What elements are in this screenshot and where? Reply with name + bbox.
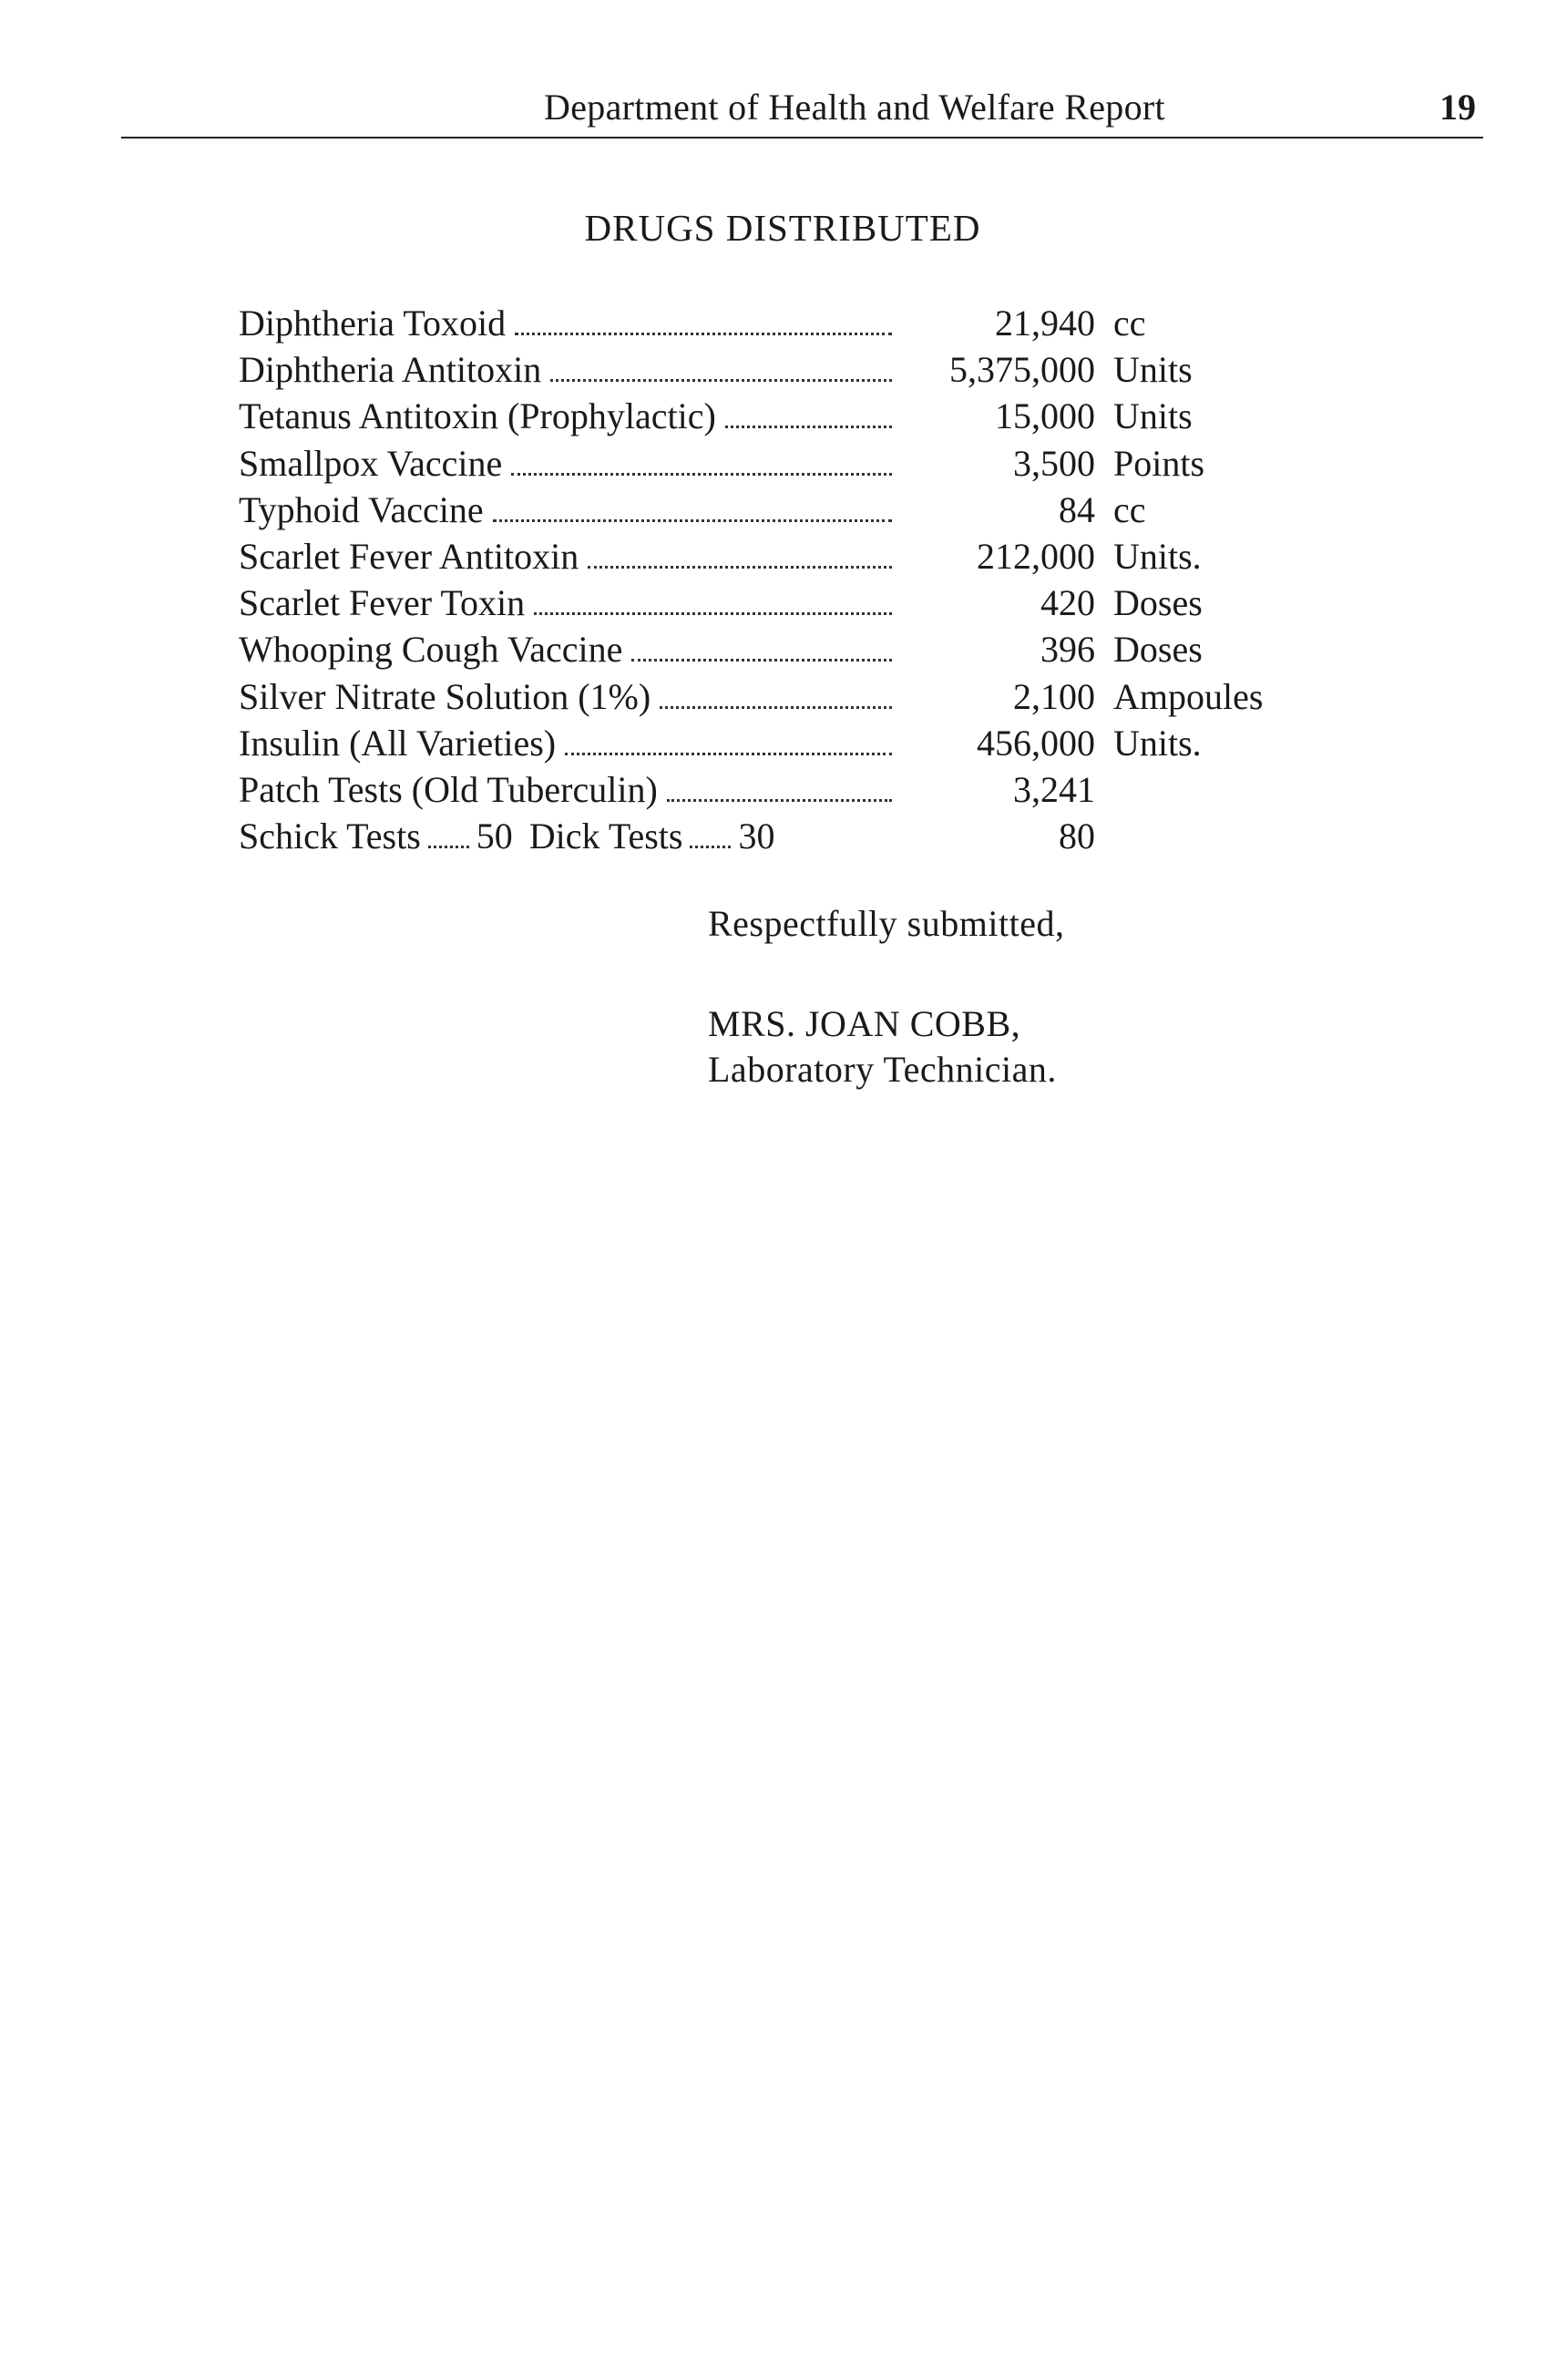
drug-name: Scarlet Fever Antitoxin [239,535,579,577]
drug-name: Smallpox Vaccine [239,442,503,484]
drug-amount: 21,940 [995,303,1095,344]
drug-amount: 212,000 [977,535,1095,577]
header-rule-left [121,137,340,138]
drug-unit: Units [1113,349,1193,391]
dot-leader [631,659,892,662]
drug-unit: cc [1113,303,1146,344]
dot-leader [493,519,892,522]
header-title: Department of Health and Welfare Report [544,87,1165,128]
drug-unit: Doses [1113,582,1203,624]
dot-leader [660,706,892,709]
dot-leader [690,846,731,848]
page-number: 19 [1439,87,1476,128]
drug-name: Typhoid Vaccine [239,488,484,530]
header-rule [331,137,1483,138]
table-row [239,300,1332,346]
drug-unit: Doses [1113,629,1203,671]
dot-leader [550,379,892,382]
drugs-table [239,300,1332,859]
drug-unit: cc [1113,488,1146,530]
table-row [239,626,1332,672]
drug-unit: Ampoules [1113,675,1264,717]
table-row [239,720,1332,766]
table-row [239,766,1332,813]
drug-amount: 420 [1040,582,1095,624]
drug-name: Scarlet Fever Toxin [239,582,526,624]
dot-leader [511,473,892,476]
drug-name: Insulin (All Varieties) [239,722,557,764]
table-row [239,487,1332,533]
drug-amount: 456,000 [977,722,1095,764]
table-row [239,673,1332,720]
schick-tests-count: 50 [476,816,513,857]
drug-amount: 84 [1059,488,1095,530]
dot-leader [515,333,892,335]
drug-amount: 2,100 [1013,675,1095,717]
tests-row [239,813,1332,859]
table-row [239,440,1332,487]
drug-name: Silver Nitrate Solution (1%) [239,675,651,717]
dick-tests-count: 30 [738,816,775,857]
signatory-title: Laboratory Technician. [708,1049,1057,1090]
table-row [239,346,1332,393]
dick-tests-label: Dick Tests [528,816,683,857]
dot-leader [565,753,892,755]
tests-total: 80 [1059,816,1095,857]
drug-name: Diphtheria Antitoxin [239,349,542,391]
drug-amount: 5,375,000 [949,349,1095,391]
dot-leader [534,612,892,615]
drug-name: Diphtheria Toxoid [239,303,507,344]
dot-leader [588,566,892,569]
drug-name: Tetanus Antitoxin (Prophylactic) [239,395,716,437]
drug-name: Patch Tests (Old Tuberculin) [239,768,658,810]
dot-leader [428,846,469,848]
drug-unit: Units. [1113,535,1202,577]
page-header [121,86,1476,140]
drug-amount: 3,241 [1013,768,1095,810]
drug-amount: 15,000 [995,395,1095,437]
drug-name: Whooping Cough Vaccine [239,629,623,671]
closing-line: Respectfully submitted, [708,903,1065,944]
signatory-name: MRS. JOAN COBB, [708,1003,1021,1044]
drug-unit: Points [1113,442,1205,484]
drug-unit: Units. [1113,722,1202,764]
table-row [239,580,1332,626]
table-row [239,533,1332,580]
dot-leader [667,799,892,802]
drug-unit: Units [1113,395,1193,437]
schick-tests-label: Schick Tests [239,816,421,857]
drug-amount: 3,500 [1013,442,1095,484]
section-title: DRUGS DISTRIBUTED [584,207,981,249]
table-row [239,393,1332,439]
dot-leader [725,426,892,428]
drug-amount: 396 [1040,629,1095,671]
